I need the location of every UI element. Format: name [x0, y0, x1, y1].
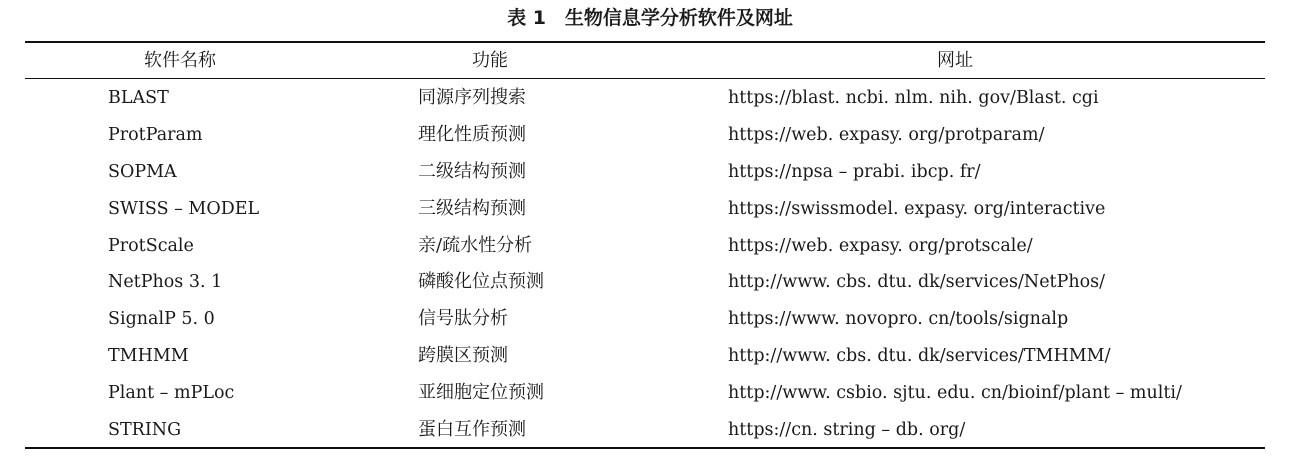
- cell-url: http://www. cbs. dtu. dk/services/TMHMM/: [728, 346, 1111, 367]
- table-row: [0, 80, 1300, 117]
- cell-url: https://www. novopro. cn/tools/signalp: [728, 309, 1069, 330]
- cell-url: http://www. csbio. sjtu. edu. cn/bioinf/plant – multi/: [728, 383, 1182, 404]
- cell-software-name: TMHMM: [108, 346, 189, 367]
- cell-software-name: SWISS – MODEL: [108, 198, 260, 219]
- header-software-name: 软件名称: [144, 50, 216, 71]
- cell-software-name: NetPhos 3. 1: [108, 272, 223, 293]
- cell-software-name: BLAST: [108, 88, 169, 108]
- table-row: [0, 191, 1300, 228]
- table-top-rule: [25, 41, 1265, 43]
- cell-function: 三级结构预测: [418, 197, 526, 219]
- cell-function: 亚细胞定位预测: [418, 382, 544, 404]
- cell-url: https://web. expasy. org/protscale/: [728, 235, 1033, 256]
- table-bottom-rule: [25, 447, 1265, 449]
- cell-software-name: Plant – mPLoc: [108, 383, 235, 404]
- cell-software-name: ProtScale: [108, 235, 194, 256]
- cell-software-name: STRING: [108, 420, 182, 441]
- table-row: [0, 375, 1300, 412]
- cell-url: https://cn. string – db. org/: [728, 420, 966, 441]
- table-row: [0, 338, 1300, 375]
- table-body: [0, 80, 1300, 449]
- cell-url: https://blast. ncbi. nlm. nih. gov/Blast. cgi: [728, 88, 1099, 108]
- cell-software-name: ProtParam: [108, 124, 203, 145]
- cell-function: 亲/疏水性分析: [418, 234, 533, 256]
- cell-function: 理化性质预测: [418, 123, 526, 145]
- cell-function: 磷酸化位点预测: [418, 271, 544, 293]
- cell-url: https://web. expasy. org/protparam/: [728, 124, 1045, 145]
- table-header-row: [0, 44, 1300, 78]
- cell-url: https://swissmodel. expasy. org/interactive: [728, 198, 1106, 219]
- table-row: [0, 228, 1300, 265]
- cell-software-name: SOPMA: [108, 161, 177, 182]
- table-row: [0, 301, 1300, 338]
- cell-url: http://www. cbs. dtu. dk/services/NetPhos/: [728, 272, 1106, 293]
- header-function: 功能: [472, 50, 508, 71]
- table-row: [0, 412, 1300, 449]
- cell-function: 二级结构预测: [418, 160, 526, 182]
- table-title: 表 1 生物信息学分析软件及网址: [507, 7, 793, 29]
- table-row: [0, 117, 1300, 154]
- cell-function: 信号肽分析: [418, 308, 508, 330]
- cell-software-name: SignalP 5. 0: [108, 309, 215, 330]
- cell-url: https://npsa – prabi. ibcp. fr/: [728, 161, 981, 182]
- cell-function: 同源序列搜索: [418, 87, 526, 108]
- header-url: 网址: [937, 50, 973, 71]
- table-row: [0, 264, 1300, 301]
- cell-function: 跨膜区预测: [418, 345, 508, 367]
- cell-function: 蛋白互作预测: [418, 419, 526, 441]
- table-row: [0, 154, 1300, 191]
- table-header-rule: [25, 78, 1265, 79]
